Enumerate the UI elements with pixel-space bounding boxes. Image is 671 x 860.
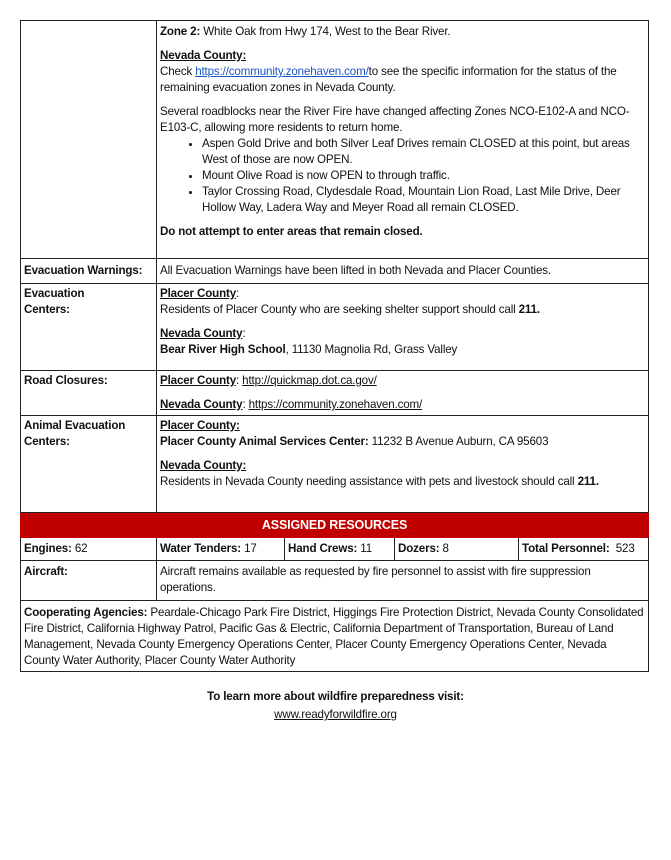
tenders-cell — [157, 538, 285, 561]
readyforwildfire-link[interactable]: www.readyforwildfire.org — [274, 708, 397, 721]
personnel-cell — [519, 538, 649, 561]
placer-heading: Placer County — [160, 287, 237, 300]
crews-value: 11 — [357, 542, 373, 555]
closed-warning: Do not attempt to enter areas that remain closed. — [160, 225, 423, 238]
nevada-heading: Nevada County — [160, 398, 243, 411]
road-closures-row — [21, 371, 649, 416]
nevada-number: 211. — [577, 475, 599, 488]
animal-center-address: 11232 B Avenue Auburn, CA 95603 — [368, 435, 549, 448]
list-item: • Mount Olive Road is now OPEN to through traffic. — [202, 168, 645, 184]
footer-text: To learn more about wildfire preparedness visit: — [207, 690, 464, 703]
aircraft-row — [21, 561, 649, 601]
row-label: Evacuation Centers: — [21, 284, 157, 371]
placer-heading: Placer County: — [160, 419, 240, 432]
evacuation-orders-cell — [157, 21, 649, 259]
row-label: Aircraft: — [21, 561, 157, 601]
resources-header: ASSIGNED RESOURCES — [21, 513, 649, 538]
colon: : — [242, 398, 246, 411]
dozers-value: 8 — [439, 542, 449, 555]
nevada-heading: Nevada County — [160, 327, 243, 340]
dozers-label: Dozers: — [398, 542, 440, 555]
evacuation-warnings-row — [21, 259, 649, 284]
list-item: • Aspen Gold Drive and both Silver Leaf Drives remain CLOSED at this point, but areas West of those are now OPEN. — [202, 136, 645, 168]
zone2-label: Zone 2: — [160, 25, 201, 38]
personnel-label: Total Personnel: — [522, 542, 610, 555]
check-prefix: Check — [160, 65, 196, 78]
row-label: Evacuation Warnings: — [21, 259, 157, 284]
placer-number: 211. — [518, 303, 540, 316]
personnel-value: 523 — [609, 542, 635, 555]
cooperating-agencies-cell — [21, 601, 649, 672]
row-label: Road Closures: — [21, 371, 157, 416]
zonehaven-link[interactable]: https://community.zonehaven.com/ — [195, 65, 369, 78]
animal-centers-row — [21, 416, 649, 513]
placer-text: Residents of Placer County who are seeking shelter support should call — [160, 303, 519, 316]
evacuation-warnings-text: All Evacuation Warnings have been lifted in both Nevada and Placer Counties. — [157, 259, 649, 284]
tenders-value: 17 — [241, 542, 257, 555]
animal-center-name: Placer County Animal Services Center: — [160, 435, 369, 448]
crews-label: Hand Crews: — [288, 542, 358, 555]
animal-centers-cell — [157, 416, 649, 513]
resources-counts-row — [21, 538, 649, 561]
placer-heading: Placer County — [160, 374, 237, 387]
road-status-list — [160, 136, 645, 216]
footer — [0, 688, 671, 724]
nevada-heading: Nevada County: — [160, 49, 247, 62]
crews-cell — [285, 538, 395, 561]
resources-header-row — [21, 513, 649, 538]
evacuation-orders-row — [21, 21, 649, 259]
colon: : — [236, 287, 240, 300]
engines-label: Engines: — [24, 542, 72, 555]
nevada-heading: Nevada County: — [160, 459, 247, 472]
check-suffix: to see the specific information for the status of the remaining evacuation zones in Nevada County. — [160, 65, 617, 94]
evacuation-centers-cell — [157, 284, 649, 371]
shelter-address: , 11130 Magnolia Rd, Grass Valley — [285, 343, 458, 356]
aircraft-text: Aircraft remains available as requested by fire personnel to assist with fire suppression operations. — [157, 561, 649, 601]
agencies-label: Cooperating Agencies: — [24, 606, 148, 619]
colon: : — [236, 374, 240, 387]
row-label: Animal Evacuation Centers: — [21, 416, 157, 513]
engines-value: 62 — [71, 542, 88, 555]
agencies-text: Peardale-Chicago Park Fire District, Higgings Fire Protection District, Nevada County Consolidated Fire District, California Highway Patrol, Pacific Gas & Electric, California Department of Transportation, Bureau of Land Management, Nevada County Emergency Operations Center, Placer County Emergency Operations Center, Nevada County Water Authority, Placer County Water Authority — [24, 606, 644, 667]
tenders-label: Water Tenders: — [160, 542, 242, 555]
road-closures-cell — [157, 371, 649, 416]
evacuation-centers-row — [21, 284, 649, 371]
roadblocks-text: Several roadblocks near the River Fire have changed affecting Zones NCO-E102-A and NCO-E103-C, allowing more residents to return home. — [160, 105, 630, 134]
incident-table — [20, 20, 649, 672]
nevada-text: Residents in Nevada County needing assistance with pets and livestock should call — [160, 475, 578, 488]
cooperating-agencies-row — [21, 601, 649, 672]
zone2-text: White Oak from Hwy 174, West to the Bear River. — [200, 25, 451, 38]
empty-label-cell — [21, 21, 157, 259]
quickmap-link[interactable]: http://quickmap.dot.ca.gov/ — [242, 374, 377, 387]
colon: : — [242, 327, 246, 340]
engines-cell — [21, 538, 157, 561]
shelter-name: Bear River High School — [160, 343, 286, 356]
zonehaven-link[interactable]: https://community.zonehaven.com/ — [248, 398, 423, 411]
list-item: • Taylor Crossing Road, Clydesdale Road, Mountain Lion Road, Last Mile Drive, Deer Hollow Way, Ladera Way and Meyer Road all remain CLOSED. — [202, 184, 645, 216]
dozers-cell — [395, 538, 519, 561]
